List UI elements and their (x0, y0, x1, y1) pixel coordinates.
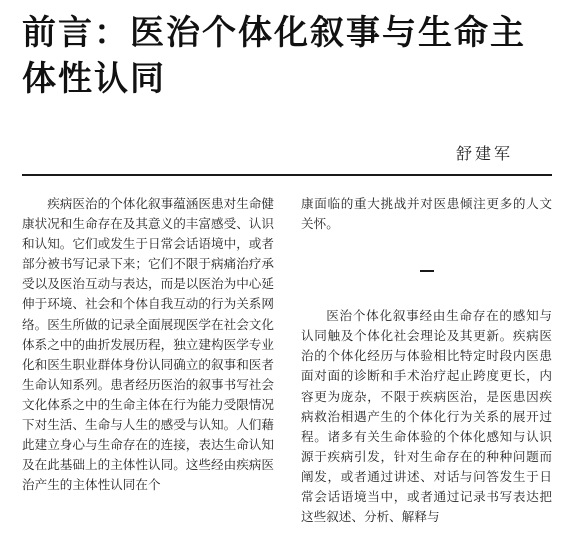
right-column (301, 194, 552, 527)
header-rule (22, 174, 552, 176)
author-name: 舒建军 (456, 144, 514, 163)
body-paragraph-2: 医治个体化叙事经由生命存在的感知与认同触及个体化社会理论及其更新。疾病医治的个体化经历与体验相比特定时段内医患面对面的诊断和手术治疗起止跨度更长，内容更为庞杂，不限于疾病医治，是医患因疾病救治相遇产生的个体化行为关系的展开过程。诸多有关生命体验的个体化感知与认识源于疾病引发，针对生命存在的种种问题而阐发，或者通过讲述、对话与问答发生于日常会话语境当中，或者通过记录书写表达把这些叙述、分析、解释与 (301, 308, 552, 525)
article-title: 前言：医治个体化叙事与生命主体性认同 (22, 13, 526, 99)
section-marker-one (420, 270, 434, 272)
body-paragraph-1: 疾病医治的个体化叙事蕴涵医患对生命健康状况和生命存在及其意义的丰富感受、认识和认知。它们或发生于日常会话语境中，或者部分被书写记录下来；它们不限于病痛治疗承受以及医治互动与表达，而是以医治为中心延伸于环境、社会和个体自我互动的行为关系网络。医生所做的记录全面展现医学在社会文化体系之中的曲折发展历程，独立建构医学专业化和医生职业群体身份认同确立的叙事和医者生命认知系列。患者经历医治的叙事书写社会文化体系之中的生命主体在行为能力受限情况下对生活、生命与人生的感受与认知。人们藉此建立身心与生命存在的连接，表达生命认知及在此基础上的主体性认同。这些经由疾病医治产生的主体性认同在个 (22, 196, 274, 493)
left-column (22, 194, 274, 495)
body-paragraph-continuation: 康面临的重大挑战并对医患倾注更多的人文关怀。 (301, 196, 552, 232)
